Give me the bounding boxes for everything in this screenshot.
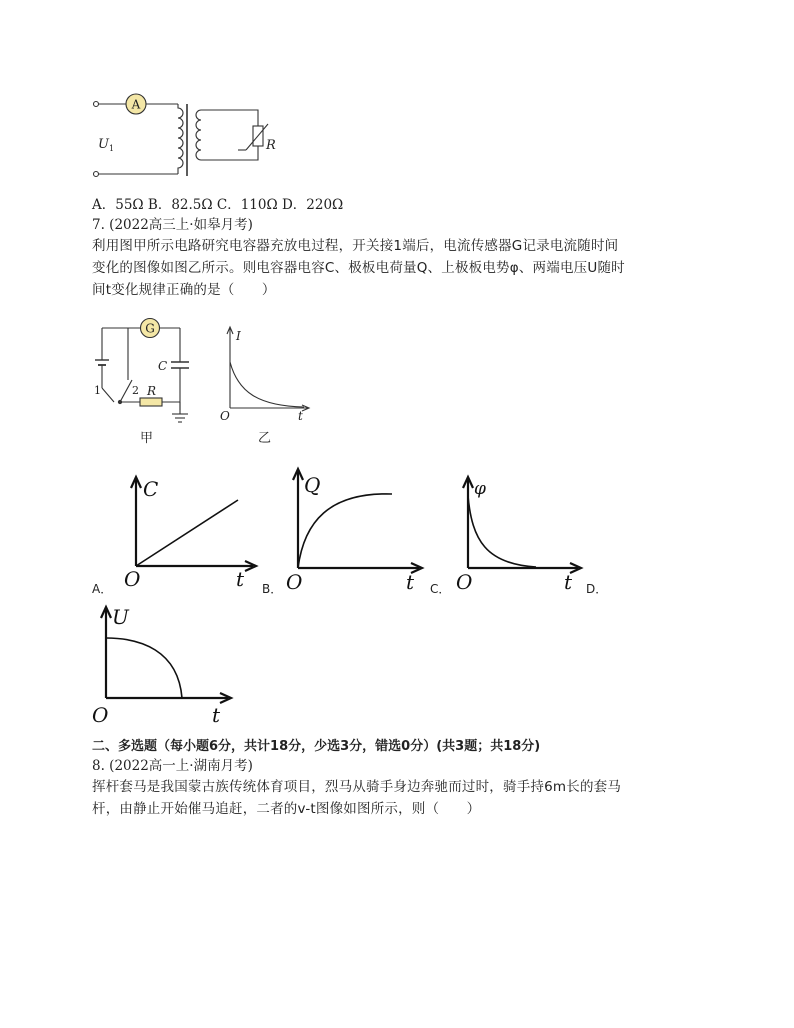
figure-yi-caption: 乙 [258,431,272,446]
option-a-letter: A． [92,582,113,596]
q7-source: 7. (2022高三上·如皋月考) [92,217,253,233]
opt-a-xlabel: t [236,567,245,591]
option-b-letter: B． [262,582,283,596]
q8-stem-line1: 挥杆套马是我国蒙古族传统体育项目，烈马从骑手身边奔驰而过时，骑手持6m长的套马 [92,779,622,795]
opt-d-ylabel: U [112,605,129,629]
section2-header: 二、多选题（每小题6分，共计18分，少选3分，错选0分）(共3题；共18分) [92,739,541,754]
capacitor-label: C [158,359,168,373]
q7-stem-line2: 变化的图像如图乙所示。则电容器电容C、极板电荷量Q、上极板电势φ、两端电压U随时 [92,260,625,276]
resistor-label: R [266,138,276,153]
voltage-label: U [98,137,109,152]
option-c-graph [456,470,586,594]
figure-jia-caption: 甲 [140,431,154,446]
option-d-letter: D． [586,582,608,596]
opt-d-origin: O [92,703,109,727]
opt-b-xlabel: t [406,570,415,594]
ammeter-symbol [126,94,146,114]
q7-stem-line3: 间t变化规律正确的是（ ） [92,282,276,298]
option-c-letter: C． [430,582,451,596]
opt-a-origin: O [124,567,141,591]
opt-c-xlabel: t [564,570,573,594]
option-b-graph [284,462,424,594]
sensor-g-label: G [145,321,155,336]
ammeter-label: A [131,97,141,112]
opt-d-xlabel: t [212,703,221,727]
yi-origin: O [220,409,230,423]
opt-b-origin: O [286,570,303,594]
switch-pos2-label: 2 [132,384,139,397]
q8-source: 8. (2022高一上·湖南月考) [92,758,253,774]
q6-options: A．55Ω B．82.5Ω C．110Ω D．220Ω [92,197,344,213]
figure-jia-rc-circuit [92,318,202,448]
opt-a-ylabel: C [143,477,159,501]
switch-pos1-label: 1 [94,384,101,397]
q7-stem-line1: 利用图甲所示电路研究电容器充放电过程，开关接1端后，电流传感器G记录电流随时间 [92,238,619,254]
opt-c-ylabel: φ [474,479,486,499]
q8-stem-line2: 杆，由静止开始催马追赶，二者的v-t图像如图所示，则（ ） [92,801,481,817]
option-d-graph [90,600,235,728]
figure-yi-current-graph [218,322,318,446]
resistor-r-label: R [147,384,157,398]
opt-b-ylabel: Q [304,473,321,497]
yi-ylabel: I [236,329,241,343]
transformer-circuit-figure [88,88,288,188]
voltage-subscript: 1 [109,144,115,153]
option-a-graph [118,470,258,595]
opt-c-origin: O [456,570,473,594]
yi-xlabel: t [298,409,303,423]
